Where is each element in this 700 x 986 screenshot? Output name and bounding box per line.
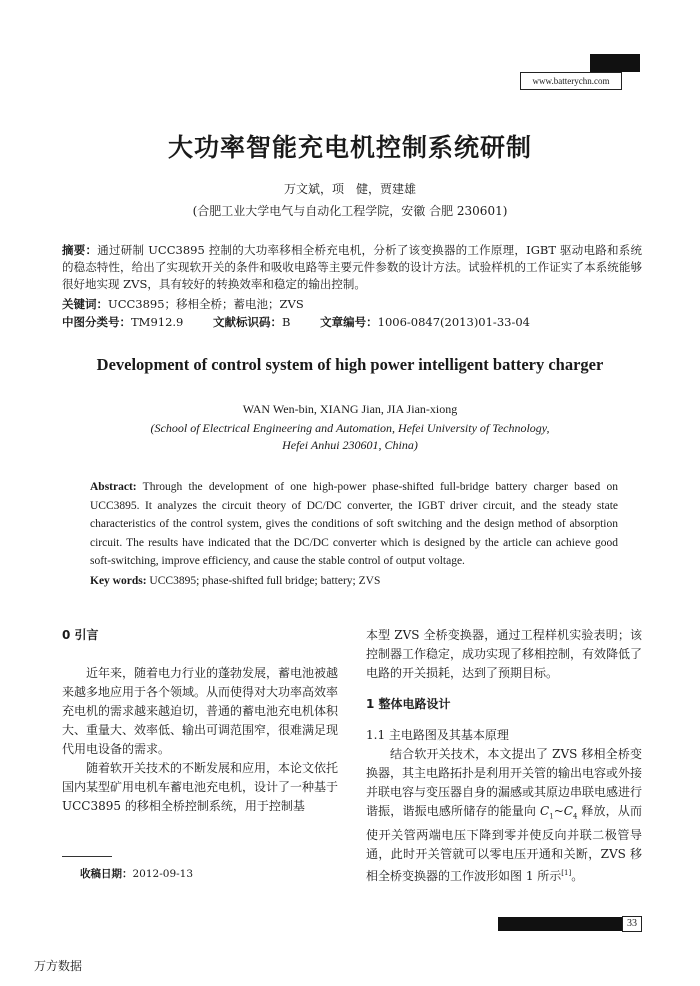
affiliation-en	[0, 420, 700, 454]
authors-cn: 万文斌，项 健，贾建雄	[283, 182, 416, 196]
article-no-value: 1006-0847(2013)01-33-04	[377, 315, 530, 329]
clc-value: TM912.9	[131, 315, 184, 329]
abstract-cn	[62, 242, 642, 293]
left-column	[62, 626, 338, 816]
title-en: Development of control system of high power intelligent battery charger	[96, 355, 604, 374]
journal-url[interactable]: www.batterychn.com	[520, 72, 622, 90]
clc-label: 中图分类号：	[62, 315, 131, 329]
keywords-cn	[62, 296, 642, 313]
keywords-en-text: UCC3895; phase-shifted full bridge; battery; ZVS	[149, 575, 381, 587]
affiliation-en-line1: (School of Electrical Engineering and Automation, Hefei University of Technology,	[150, 421, 550, 435]
section-1-heading: 1 整体电路设计	[366, 697, 451, 711]
keywords-cn-label: 关键词：	[62, 297, 108, 311]
page-number-bar	[498, 917, 622, 931]
abstract-en-text: Through the development of one high-power phase-shifted full-bridge battery charger based on UCC3895. It analyzes the circuit theory of DC/DC converter, the IGBT driver circuit, and the steady state characteristics of the control system, gives the conditions of soft switching and the design method of absorption circuit. The results have indicated that the DC/DC converter which is designed by the article can achieve good soft-switching, improve efficiency, and cause the stable control of output voltage.	[90, 481, 618, 568]
keywords-en	[90, 573, 618, 590]
doc-code-value: B	[282, 315, 291, 329]
affiliation-en-line2: Hefei Anhui 230601, China)	[282, 438, 418, 452]
abstract-en-label: Abstract:	[90, 481, 137, 493]
received-date-label: 收稿日期：	[80, 868, 133, 880]
section-0-para-2: 随着软开关技术的不断发展和应用，本论文依托国内某型矿用电机车蓄电池充电机，设计了一种基于 UCC3895 的移相全桥控制系统，用于控制基	[62, 761, 339, 813]
section-0-para-1: 近年来，随着电力行业的蓬勃发展，蓄电池被越来越多地应用于各个领域。从而使得对大功率高效率充电机的需求越来越迫切，普通的蓄电池充电机体积大、重量大、效率低、输出可调范围窄，很难满足现代用电设备的需求。	[62, 666, 339, 756]
article-no-label: 文章编号：	[320, 315, 378, 329]
keywords-cn-text: UCC3895；移相全桥；蓄电池；ZVS	[108, 297, 304, 311]
keywords-en-label: Key words:	[90, 575, 147, 587]
footnote-rule	[62, 856, 112, 857]
footer-source: 万方数据	[34, 959, 83, 973]
right-col-continuation: 本型 ZVS 全桥变换器，通过工程样机实验表明；该控制器工作稳定，成功实现了移相控制，有效降低了电路的开关损耗，达到了预期目标。	[366, 628, 643, 680]
subsection-1-1-heading: 1.1 主电路图及其基本原理	[366, 728, 509, 742]
received-date-value: 2012-09-13	[132, 868, 194, 880]
affiliation-cn: (合肥工业大学电气与自动化工程学院，安徽 合肥 230601)	[192, 204, 508, 218]
title-cn: 大功率智能充电机控制系统研制	[167, 133, 532, 162]
subsection-1-1-para: 结合软开关技术，本文提出了 ZVS 移相全桥变换器，其主电路拓扑是利用开关管的输出电容或外接并联电容与变压器自身的漏感或其原边串联电感进行谐振，谐振电感所储存的能量向 $C_1\sim C_4$ 释放，从而使开关管两端电压下降到零并使反向并联二极管导通，此时开关管就可以零电压开通和关断，ZVS 移相全桥变换器的工作波形如图 1 所示[1]。	[366, 747, 643, 884]
header-black-bar	[590, 54, 640, 72]
authors-en: WAN Wen-bin, XIANG Jian, JIA Jian-xiong	[242, 402, 458, 416]
abstract-en	[90, 478, 618, 571]
right-column	[366, 626, 642, 886]
abstract-cn-text: 通过研制 UCC3895 控制的大功率移相全桥充电机，分析了该变换器的工作原理，IGBT 驱动电路和系统的稳态特性，给出了实现软开关的条件和吸收电路等主要元件参数的设计方法。试验样机的工作证实了本系统能够很好地实现 ZVS，具有较好的转换效率和稳定的输出控制。	[62, 243, 642, 291]
page-number: 33	[622, 916, 642, 932]
received-date	[80, 866, 193, 881]
abstract-cn-label: 摘要：	[62, 243, 98, 257]
doc-code-label: 文献标识码：	[213, 315, 283, 329]
classification-line	[62, 314, 642, 331]
section-0-heading: 0 引言	[62, 628, 99, 642]
citation-1[interactable]: [1]	[561, 869, 572, 878]
